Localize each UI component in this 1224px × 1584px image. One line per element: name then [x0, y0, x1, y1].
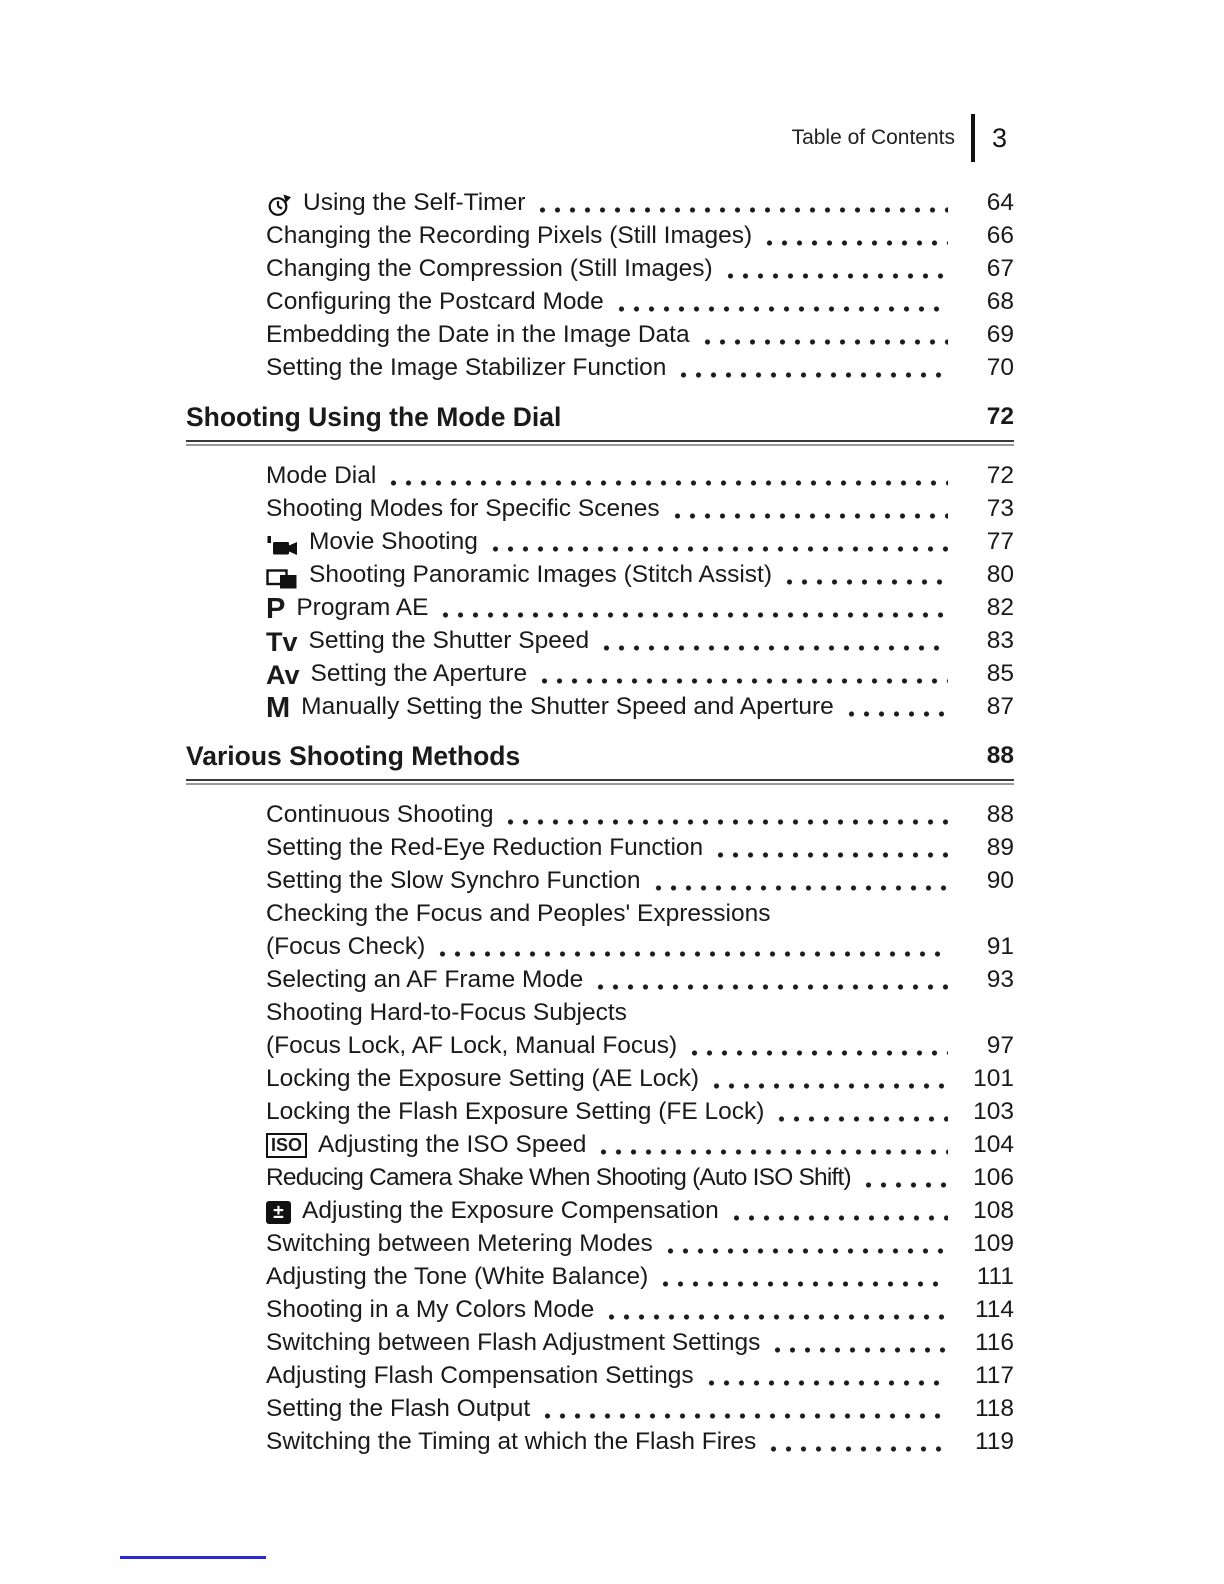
entry-label: Locking the Flash Exposure Setting (FE Lock) — [266, 1098, 765, 1125]
toc-entry[interactable] — [186, 186, 1014, 219]
dot-leader — [382, 459, 948, 492]
toc-entry[interactable] — [186, 1128, 1014, 1161]
entry-label: Shooting in a My Colors Mode — [266, 1296, 595, 1323]
entry-page-number: 70 — [986, 354, 1014, 381]
toc-entry[interactable] — [186, 897, 1014, 930]
entry-label: Changing the Recording Pixels (Still Images) — [266, 222, 753, 249]
entry-page-number: 83 — [986, 627, 1014, 654]
entry-page-number: 104 — [973, 1131, 1014, 1158]
entry-label: Setting the Shutter Speed — [308, 627, 590, 654]
footer-blue-line — [120, 1556, 266, 1559]
entry-label: Switching the Timing at which the Flash Fires — [266, 1428, 757, 1455]
entry-label: Adjusting Flash Compensation Settings — [266, 1362, 694, 1389]
toc-entry[interactable] — [186, 285, 1014, 318]
toc-entry[interactable] — [186, 492, 1014, 525]
toc-entry[interactable] — [186, 624, 1014, 657]
dot-leader — [592, 1128, 948, 1161]
dot-leader — [533, 657, 948, 690]
entry-page-number: 72 — [986, 462, 1014, 489]
dot-leader — [610, 285, 948, 318]
mode-m-icon: M — [266, 692, 291, 724]
stitch-assist-icon — [266, 567, 298, 591]
dot-leader — [672, 351, 948, 384]
dot-leader — [589, 963, 948, 996]
iso-icon: ISO — [266, 1133, 307, 1158]
header-page-number: 3 — [992, 122, 1008, 153]
entry-label: Selecting an AF Frame Mode — [266, 966, 584, 993]
toc-entry[interactable] — [186, 963, 1014, 996]
dot-leader — [531, 186, 948, 219]
toc-entry[interactable] — [186, 1227, 1014, 1260]
entry-label: Program AE — [296, 594, 429, 621]
dot-leader — [484, 525, 948, 558]
entry-page-number: 73 — [986, 495, 1014, 522]
entry-page-number: 85 — [986, 660, 1014, 687]
dot-leader — [431, 930, 948, 963]
section-rule — [186, 779, 1014, 785]
toc-entry[interactable] — [186, 459, 1014, 492]
toc-entry[interactable] — [186, 1293, 1014, 1326]
entry-page-number: 90 — [986, 867, 1014, 894]
entry-page-number: 88 — [986, 801, 1014, 828]
entry-label: Adjusting the Exposure Compensation — [302, 1197, 719, 1224]
entry-label: Using the Self-Timer — [303, 189, 526, 216]
toc-entry[interactable] — [186, 1161, 1014, 1194]
entry-page-number: 87 — [986, 693, 1014, 720]
dot-leader — [719, 252, 948, 285]
toc-entry[interactable] — [186, 831, 1014, 864]
toc-entry[interactable] — [186, 1359, 1014, 1392]
dot-leader — [654, 1260, 948, 1293]
dot-leader — [683, 1029, 948, 1062]
entry-label: Locking the Exposure Setting (AE Lock) — [266, 1065, 700, 1092]
dot-leader — [857, 1161, 948, 1194]
dot-leader — [725, 1194, 948, 1227]
toc-entry[interactable] — [186, 525, 1014, 558]
dot-leader — [647, 864, 948, 897]
dot-leader — [659, 1227, 948, 1260]
dot-leader — [595, 624, 948, 657]
toc-entry[interactable] — [186, 864, 1014, 897]
entry-label: (Focus Lock, AF Lock, Manual Focus) — [266, 1032, 678, 1059]
page-header — [186, 112, 1014, 164]
dot-leader — [434, 591, 948, 624]
entry-page-number: 101 — [973, 1065, 1014, 1092]
movie-icon — [266, 534, 298, 558]
toc-entry[interactable] — [186, 1095, 1014, 1128]
entry-page-number: 97 — [986, 1032, 1014, 1059]
toc-entry[interactable] — [186, 1194, 1014, 1227]
entry-page-number: 108 — [973, 1197, 1014, 1224]
entry-label: Manually Setting the Shutter Speed and Aperture — [301, 693, 834, 720]
dot-leader — [766, 1326, 948, 1359]
header-title: Table of Contents — [791, 126, 955, 149]
entry-page-number: 67 — [986, 255, 1014, 282]
header-divider-bar — [971, 114, 975, 162]
section-page-number: 88 — [986, 742, 1014, 769]
entry-label: Shooting Panoramic Images (Stitch Assist) — [309, 561, 772, 588]
toc-section-header[interactable] — [186, 397, 1014, 437]
entry-label: Switching between Metering Modes — [266, 1230, 653, 1257]
toc-entry[interactable] — [186, 219, 1014, 252]
entry-page-number: 68 — [986, 288, 1014, 315]
dot-leader — [666, 492, 948, 525]
self-timer-icon — [266, 193, 292, 217]
entry-page-number: 103 — [973, 1098, 1014, 1125]
dot-leader — [778, 558, 948, 591]
entry-label: Changing the Compression (Still Images) — [266, 255, 713, 282]
mode-tv-icon: Tv — [266, 627, 298, 657]
entry-label: Shooting Modes for Specific Scenes — [266, 495, 660, 522]
section-rule — [186, 440, 1014, 446]
dot-leader — [700, 1359, 948, 1392]
entry-page-number: 93 — [986, 966, 1014, 993]
toc-entry[interactable] — [186, 1062, 1014, 1095]
entry-label: Shooting Hard-to-Focus Subjects — [266, 999, 627, 1026]
entry-label: Setting the Image Stabilizer Function — [266, 354, 667, 381]
mode-av-icon: Av — [266, 660, 300, 690]
exposure-compensation-icon: ± — [266, 1201, 291, 1224]
entry-page-number: 69 — [986, 321, 1014, 348]
dot-leader — [758, 219, 948, 252]
entry-page-number: 117 — [974, 1362, 1014, 1389]
entry-label: Setting the Slow Synchro Function — [266, 867, 641, 894]
toc-entry[interactable] — [186, 318, 1014, 351]
entry-page-number: 89 — [986, 834, 1014, 861]
entry-page-number: 114 — [974, 1296, 1014, 1323]
dot-leader — [696, 318, 948, 351]
toc-entry[interactable] — [186, 1029, 1014, 1062]
toc-entry[interactable] — [186, 591, 1014, 624]
toc-entry[interactable] — [186, 558, 1014, 591]
entry-label: Mode Dial — [266, 462, 377, 489]
toc-entry[interactable] — [186, 1392, 1014, 1425]
section-title: Various Shooting Methods — [186, 741, 521, 771]
toc-entry[interactable] — [186, 690, 1014, 723]
entry-page-number: 106 — [973, 1164, 1014, 1191]
dot-leader — [762, 1425, 948, 1458]
entry-page-number: 91 — [986, 933, 1014, 960]
entry-label: Configuring the Postcard Mode — [266, 288, 604, 315]
entry-label: Setting the Flash Output — [266, 1395, 531, 1422]
toc-entry[interactable] — [186, 657, 1014, 690]
toc-entry[interactable] — [186, 996, 1014, 1029]
dot-leader — [600, 1293, 948, 1326]
entry-label: Adjusting the ISO Speed — [318, 1131, 587, 1158]
entry-page-number: 80 — [986, 561, 1014, 588]
section-title: Shooting Using the Mode Dial — [186, 402, 562, 432]
toc-entry[interactable] — [186, 1326, 1014, 1359]
dot-leader — [705, 1062, 948, 1095]
toc-entry[interactable] — [186, 930, 1014, 963]
entry-label: Movie Shooting — [309, 528, 478, 555]
entry-label: Setting the Red-Eye Reduction Function — [266, 834, 704, 861]
dot-leader — [709, 831, 948, 864]
toc-entry[interactable] — [186, 1260, 1014, 1293]
entry-label: Switching between Flash Adjustment Settings — [266, 1329, 761, 1356]
dot-leader — [840, 690, 948, 723]
entry-label: Setting the Aperture — [310, 660, 528, 687]
entry-label: Checking the Focus and Peoples' Expressions — [266, 900, 771, 927]
content-area — [186, 112, 1014, 1458]
entry-page-number: 77 — [986, 528, 1014, 555]
entry-page-number: 119 — [974, 1428, 1014, 1455]
entry-label: Embedding the Date in the Image Data — [266, 321, 690, 348]
dot-leader — [499, 798, 948, 831]
entry-page-number: 109 — [973, 1230, 1014, 1257]
entry-page-number: 64 — [986, 189, 1014, 216]
dot-leader — [536, 1392, 948, 1425]
section-page-number: 72 — [986, 403, 1014, 430]
toc-entry[interactable] — [186, 798, 1014, 831]
toc-entry[interactable] — [186, 351, 1014, 384]
entry-page-number: 111 — [976, 1263, 1014, 1290]
entry-page-number: 66 — [986, 222, 1014, 249]
entry-page-number: 118 — [974, 1395, 1014, 1422]
entry-label: Adjusting the Tone (White Balance) — [266, 1263, 649, 1290]
toc-list — [186, 186, 1014, 1458]
toc-entry[interactable] — [186, 1425, 1014, 1458]
entry-label: (Focus Check) — [266, 933, 426, 960]
entry-page-number: 82 — [986, 594, 1014, 621]
toc-section-header[interactable] — [186, 736, 1014, 776]
entry-page-number: 116 — [974, 1329, 1014, 1356]
entry-label: Reducing Camera Shake When Shooting (Auto ISO Shift) — [266, 1164, 851, 1191]
toc-entry[interactable] — [186, 252, 1014, 285]
mode-p-icon: P — [266, 593, 286, 625]
entry-label: Continuous Shooting — [266, 801, 494, 828]
dot-leader — [770, 1095, 948, 1128]
